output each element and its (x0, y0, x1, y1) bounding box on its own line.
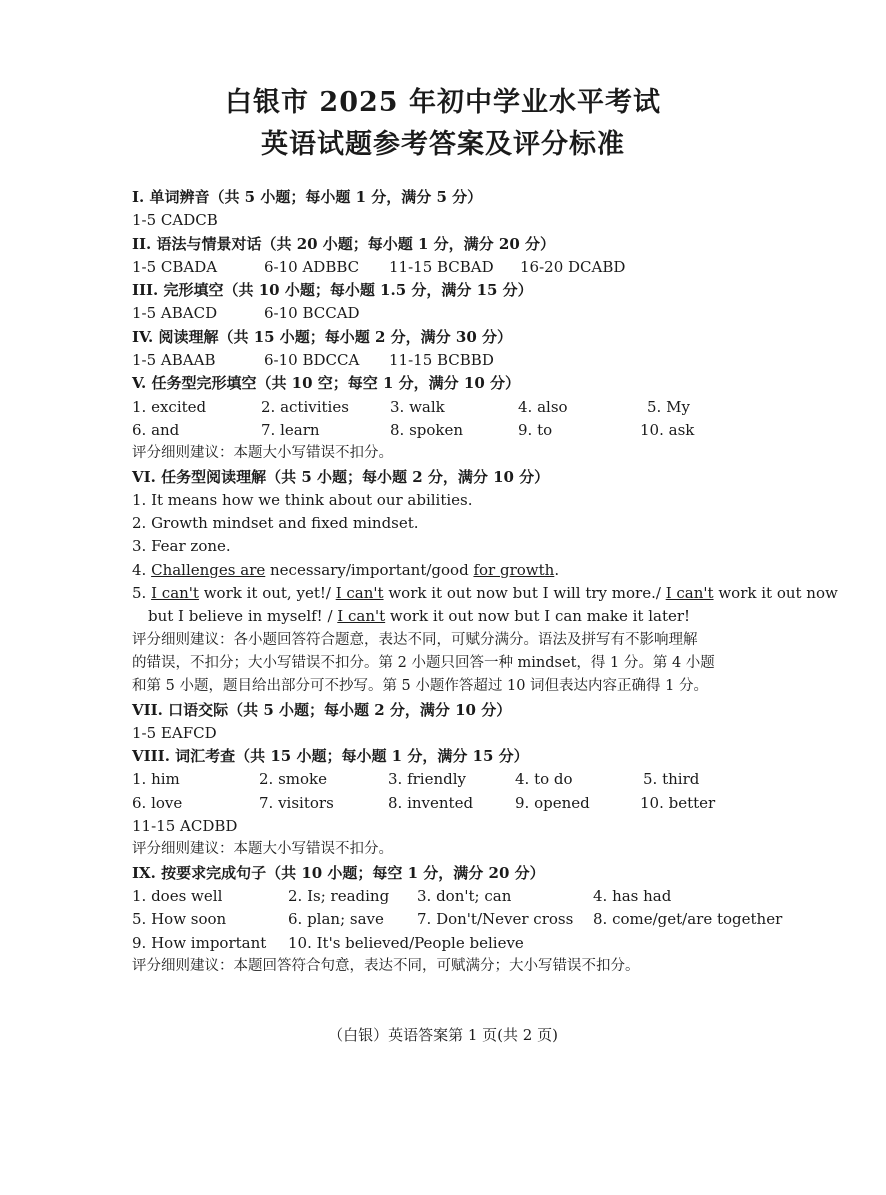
section-4-answers (132, 349, 772, 372)
answer-group: 16-20 DCABD (520, 257, 626, 276)
section-6-note-1: 评分细则建议：各小题回答符合题意，表达不同，可赋分满分。语法及拼写有不影响理解 (132, 631, 698, 648)
section-3-answers (132, 302, 772, 325)
section-6-answer-3: 3. Fear zone. (132, 537, 231, 556)
section-6-answer-4 (132, 559, 772, 582)
answer-item: 4. to do (515, 770, 573, 789)
answer-item: 5. third (643, 770, 700, 789)
given-part: I can't (337, 607, 386, 626)
answer-item: 9. to (518, 420, 553, 439)
answer-item: 6. love (132, 793, 183, 812)
answer-group: 11-15 BCBAD (389, 257, 494, 276)
answer-item: 7. Don't/Never cross (417, 910, 574, 929)
answer-content (132, 186, 838, 978)
section-8-note: 评分细则建议：本题大小写错误不扣分。 (132, 841, 393, 858)
page-subtitle: 英语试题参考答案及评分标准 (261, 129, 625, 160)
answer-text: work it out now but I can make it later! (385, 607, 691, 626)
answer-text: work it out, yet!/ (198, 584, 336, 603)
answer-group: 6-10 BCCAD (264, 304, 360, 323)
answer-item: 5. My (647, 397, 690, 416)
answer-item: 7. learn (261, 420, 320, 439)
section-5-heading: V. 任务型完形填空（共 10 空；每空 1 分，满分 10 分） (132, 374, 520, 393)
section-6-answer-1: 1. It means how we think about our abilities. (132, 490, 473, 509)
section-8-heading: VIII. 词汇考查（共 15 小题；每小题 1 分，满分 15 分） (132, 747, 529, 766)
given-part: for growth (473, 560, 555, 579)
answer-group: 11-15 BCBBD (389, 351, 494, 370)
section-7-heading: VII. 口语交际（共 5 小题；每小题 2 分，满分 10 分） (132, 700, 512, 719)
section-9-row-3 (132, 932, 772, 955)
answer-item: 3. walk (390, 397, 445, 416)
answer-item: 1. him (132, 770, 180, 789)
answer-item: 6. and (132, 420, 180, 439)
given-part: I can't (335, 584, 384, 603)
section-4-heading: IV. 阅读理解（共 15 小题；每小题 2 分，满分 30 分） (132, 327, 512, 346)
answer-item: 4. has had (593, 886, 672, 905)
section-6-answer-5 (132, 582, 838, 605)
answer-item: 9. How important (132, 933, 267, 952)
section-3-heading: III. 完形填空（共 10 小题；每小题 1.5 分，满分 15 分） (132, 281, 533, 300)
answer-text: work it out now (713, 584, 838, 603)
answer-item: 8. spoken (390, 420, 464, 439)
answer-group: 1-5 CBADA (132, 257, 218, 276)
answer-item: 1. excited (132, 397, 207, 416)
answer-item: 2. activities (261, 397, 349, 416)
answer-number: 4. (132, 560, 152, 579)
section-6-note-3: 和第 5 小题，题目给出部分可不抄写。第 5 小题作答超过 10 词但表达内容正确得 1 分。 (132, 678, 708, 695)
section-6-note-2: 的错误，不扣分；大小写错误不扣分。第 2 小题只回答一种 mindset，得 1 分。第 4 小题 (132, 654, 715, 671)
answer-item: 7. visitors (259, 793, 334, 812)
answer-group: 1-5 ABAAB (132, 351, 216, 370)
page-title: 白银市 2025 年初中学业水平考试 (225, 87, 661, 118)
answer-group: 6-10 ADBBC (264, 257, 360, 276)
answer-item: 9. opened (515, 793, 590, 812)
section-7-answers: 1-5 EAFCD (132, 723, 217, 742)
answer-item: 10. ask (640, 420, 695, 439)
answer-group: 6-10 BDCCA (264, 351, 360, 370)
section-8-row-1 (132, 768, 772, 791)
answer-item: 10. It's believed/People believe (288, 933, 524, 952)
section-6-answer-2: 2. Growth mindset and fixed mindset. (132, 514, 419, 533)
answer-group: 1-5 ABACD (132, 304, 218, 323)
section-2-answers (132, 256, 772, 279)
section-6-answer-5-cont (132, 605, 772, 628)
answer-text: work it out now but I will try more./ (383, 584, 666, 603)
answer-item: 4. also (518, 397, 568, 416)
section-1-answers: 1-5 CADCB (132, 211, 218, 230)
answer-item: 5. How soon (132, 910, 227, 929)
answer-item: 10. better (640, 793, 716, 812)
section-2-heading: II. 语法与情景对话（共 20 小题；每小题 1 分，满分 20 分） (132, 234, 555, 253)
answer-item: 6. plan; save (288, 910, 384, 929)
section-6-heading: VI. 任务型阅读理解（共 5 小题；每小题 2 分，满分 10 分） (132, 467, 550, 486)
section-5-row-1 (132, 396, 772, 419)
answer-text: necessary/important/good (265, 560, 474, 579)
answer-text: but I believe in myself! / (148, 607, 338, 626)
answer-item: 8. invented (388, 793, 474, 812)
given-part: Challenges are (151, 560, 266, 579)
section-8-row-3: 11-15 ACDBD (132, 817, 238, 836)
section-8-row-2 (132, 792, 772, 815)
answer-text: . (554, 560, 560, 579)
given-part: I can't (665, 584, 714, 603)
section-1-heading: I. 单词辨音（共 5 小题；每小题 1 分，满分 5 分） (132, 188, 483, 206)
answer-item: 3. friendly (388, 770, 467, 789)
section-5-note: 评分细则建议：本题大小写错误不扣分。 (132, 445, 393, 462)
section-9-note: 评分细则建议：本题回答符合句意，表达不同，可赋满分；大小写错误不扣分。 (132, 957, 640, 974)
answer-item: 1. does well (132, 886, 223, 905)
answer-item: 2. smoke (259, 770, 327, 789)
section-9-heading: IX. 按要求完成句子（共 10 小题；每空 1 分，满分 20 分） (132, 863, 545, 882)
given-part: I can't (151, 584, 199, 603)
answer-number: 5. (132, 584, 152, 603)
section-5-row-2 (132, 419, 772, 442)
section-9-row-2 (132, 908, 783, 931)
section-9-row-1 (132, 885, 772, 908)
answer-item: 2. Is; reading (288, 886, 390, 905)
page-footer: （白银）英语答案第 1 页(共 2 页) (328, 1026, 558, 1044)
answer-item: 8. come/get/are together (593, 910, 783, 929)
answer-item: 3. don't; can (417, 886, 512, 905)
